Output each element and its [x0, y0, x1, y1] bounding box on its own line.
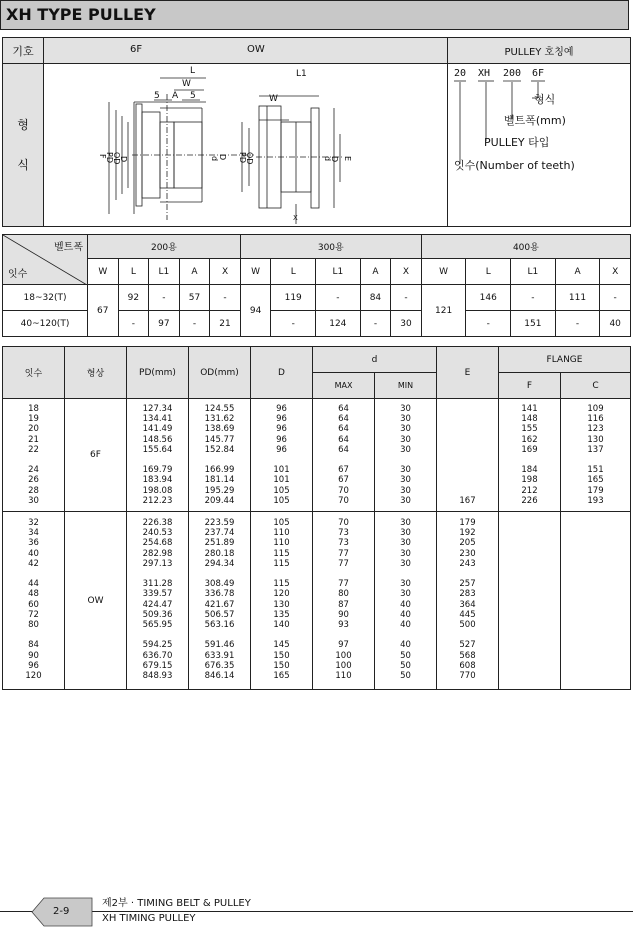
cell: - — [316, 285, 361, 311]
subcol: A — [179, 259, 210, 285]
pulley-drawings — [44, 64, 444, 227]
E-ow-values: 179 192 205 230 243 257 283 364 445 500 527 568 608 770 — [459, 518, 476, 682]
label-L: L — [190, 66, 196, 76]
form-ow: OW — [65, 512, 127, 690]
max-ow: 70 73 73 77 77 77 80 87 90 93 97 100 100 110 — [313, 512, 375, 690]
D-ow: 105 110 110 115 115 115 120 130 135 140 145 150 150 165 — [251, 512, 313, 690]
row-label-1: 형 — [17, 118, 29, 132]
code-form: 6F — [532, 68, 545, 79]
label-D-right: D — [218, 154, 227, 161]
h-teeth: 잇수 — [3, 347, 65, 399]
code-type: XH — [478, 68, 491, 79]
subcol: X — [210, 259, 241, 285]
subcol: A — [555, 259, 600, 285]
subcol: L1 — [149, 259, 180, 285]
subcol: X — [600, 259, 631, 285]
cell: 151 — [511, 311, 556, 337]
cell: 21 — [210, 311, 241, 337]
h-form: 형상 — [65, 347, 127, 399]
footer — [0, 890, 633, 930]
col-6f: 6F — [130, 44, 143, 55]
group-400: 400용 — [421, 235, 630, 259]
subcol: X — [391, 259, 422, 285]
label-D: D — [119, 156, 128, 163]
h-flange: FLANGE — [499, 347, 631, 373]
E-ow — [437, 512, 499, 690]
page-number: 2-9 — [53, 906, 70, 917]
code-teeth: 20 — [454, 68, 467, 79]
row-label-2: 식 — [17, 158, 29, 172]
D-6f: 96 96 96 96 96 101 101 105 105 — [251, 399, 313, 512]
corner-bottom: 잇수 — [8, 269, 28, 280]
max-6f: 64 64 64 64 64 67 67 70 70 — [313, 399, 375, 512]
footer-line2: XH TIMING PULLEY — [102, 913, 196, 924]
cell: 97 — [149, 311, 180, 337]
h-od: OD(mm) — [189, 347, 251, 399]
h-c: C — [561, 373, 631, 399]
teeth-6f: 18 19 20 21 22 24 26 28 30 — [3, 399, 65, 512]
h-max: MAX — [313, 373, 375, 399]
subcol: L — [271, 259, 316, 285]
pd-6f: 127.34 134.41 141.49 148.56 155.64 169.79 183.94 198.08 212.23 — [127, 399, 189, 512]
label-type: PULLEY 타입 — [484, 136, 550, 149]
cell: 146 — [466, 285, 511, 311]
cell: 40 — [600, 311, 631, 337]
w-400: 121 — [421, 285, 466, 337]
drawing-cell — [44, 64, 448, 227]
label-F: F — [98, 154, 107, 159]
cell: - — [391, 285, 422, 311]
label-W: W — [182, 79, 191, 89]
title-bar — [0, 0, 629, 30]
cell: 124 — [316, 311, 361, 337]
subcol: L — [118, 259, 149, 285]
footer-line1: 제2부 · TIMING BELT & PULLEY — [102, 898, 251, 909]
h-d-col: D — [251, 347, 313, 399]
col-ow: OW — [247, 44, 265, 55]
label-PD-ow: PD — [238, 152, 247, 163]
subcol: W — [88, 259, 119, 285]
label-d-ow: d — [323, 156, 332, 162]
cell: - — [600, 285, 631, 311]
od-6f: 124.55 131.62 138.69 145.77 152.84 166.99 181.14 195.29 209.44 — [189, 399, 251, 512]
label-X: X — [293, 214, 298, 222]
label-W-ow: W — [269, 94, 278, 104]
row-label: 18~32(T) — [3, 285, 88, 311]
form-6f: 6F — [65, 399, 127, 512]
designation-cell — [448, 64, 631, 227]
cell: 57 — [179, 285, 210, 311]
min-ow: 30 30 30 30 30 30 30 40 40 40 40 50 50 50 — [375, 512, 437, 690]
cell: - — [360, 311, 391, 337]
cell: 30 — [391, 311, 422, 337]
group-300: 300용 — [240, 235, 421, 259]
cell: 119 — [271, 285, 316, 311]
cell: 84 — [360, 285, 391, 311]
code-width: 200 — [503, 68, 522, 79]
subcol: L1 — [511, 259, 556, 285]
table-row-6f — [3, 399, 631, 512]
corner-top: 벨트폭 — [54, 242, 83, 253]
label-5-right: 5 — [190, 91, 196, 101]
cell: 92 — [118, 285, 149, 311]
od-ow: 223.59 237.74 251.89 280.18 294.34 308.49 336.78 421.67 506.57 563.16 591.46 633.91 676.35 846.14 — [189, 512, 251, 690]
dims-table — [2, 346, 631, 690]
cell: - — [555, 311, 600, 337]
pd-ow: 226.38 240.53 254.68 282.98 297.13 311.28 339.57 424.47 509.36 565.95 594.25 636.70 679.15 848.93 — [127, 512, 189, 690]
F-6f: 141 148 155 162 169 184 198 212 226 — [499, 399, 561, 512]
cell: - — [511, 285, 556, 311]
table-row-ow — [3, 512, 631, 690]
col-symbol: 기호 — [3, 38, 44, 64]
F-ow — [499, 512, 561, 690]
C-6f: 109 116 123 130 137 151 165 179 193 — [561, 399, 631, 512]
E-6f: 167 — [437, 399, 499, 512]
label-d: d — [210, 156, 219, 162]
form-table — [2, 37, 631, 227]
label-L1: L1 — [296, 69, 307, 79]
h-min: MIN — [375, 373, 437, 399]
label-width: 벨트폭(mm) — [504, 114, 566, 127]
w-300: 94 — [240, 285, 271, 337]
cell: - — [271, 311, 316, 337]
label-PD: PD — [105, 152, 114, 163]
row-label: 40~120(T) — [3, 311, 88, 337]
cell: - — [210, 285, 241, 311]
label-A: A — [172, 91, 179, 101]
table-row — [3, 285, 631, 311]
subcol: W — [240, 259, 271, 285]
col-designation: PULLEY 호칭예 — [448, 38, 631, 64]
h-bore: d — [313, 347, 437, 373]
drawing-6f — [109, 78, 254, 220]
row-label-form — [3, 64, 44, 227]
corner-cell — [3, 235, 88, 285]
teeth-ow: 32 34 36 40 42 44 48 60 72 80 84 90 96 120 — [3, 512, 65, 690]
subcol: L1 — [316, 259, 361, 285]
label-teeth: 잇수(Number of teeth) — [454, 159, 575, 172]
col-forms — [44, 38, 448, 64]
label-E: E — [343, 156, 352, 162]
label-OD-ow: OD — [245, 152, 254, 165]
label-OD: OD — [112, 152, 121, 165]
h-e: E — [437, 347, 499, 399]
width-table — [2, 234, 631, 337]
h-f: F — [499, 373, 561, 399]
subcol: A — [360, 259, 391, 285]
label-5-left: 5 — [154, 91, 160, 101]
cell: - — [466, 311, 511, 337]
cell: - — [179, 311, 210, 337]
label-form: 형식 — [534, 93, 556, 106]
subcol: L — [466, 259, 511, 285]
subcol: W — [421, 259, 466, 285]
min-6f: 30 30 30 30 30 30 30 30 30 — [375, 399, 437, 512]
group-200: 200용 — [88, 235, 241, 259]
cell: 111 — [555, 285, 600, 311]
h-pd: PD(mm) — [127, 347, 189, 399]
cell: - — [149, 285, 180, 311]
C-ow — [561, 512, 631, 690]
w-200: 67 — [88, 285, 119, 337]
cell: - — [118, 311, 149, 337]
page-title: XH TYPE PULLEY — [6, 5, 156, 24]
label-D-ow: D — [330, 156, 339, 163]
